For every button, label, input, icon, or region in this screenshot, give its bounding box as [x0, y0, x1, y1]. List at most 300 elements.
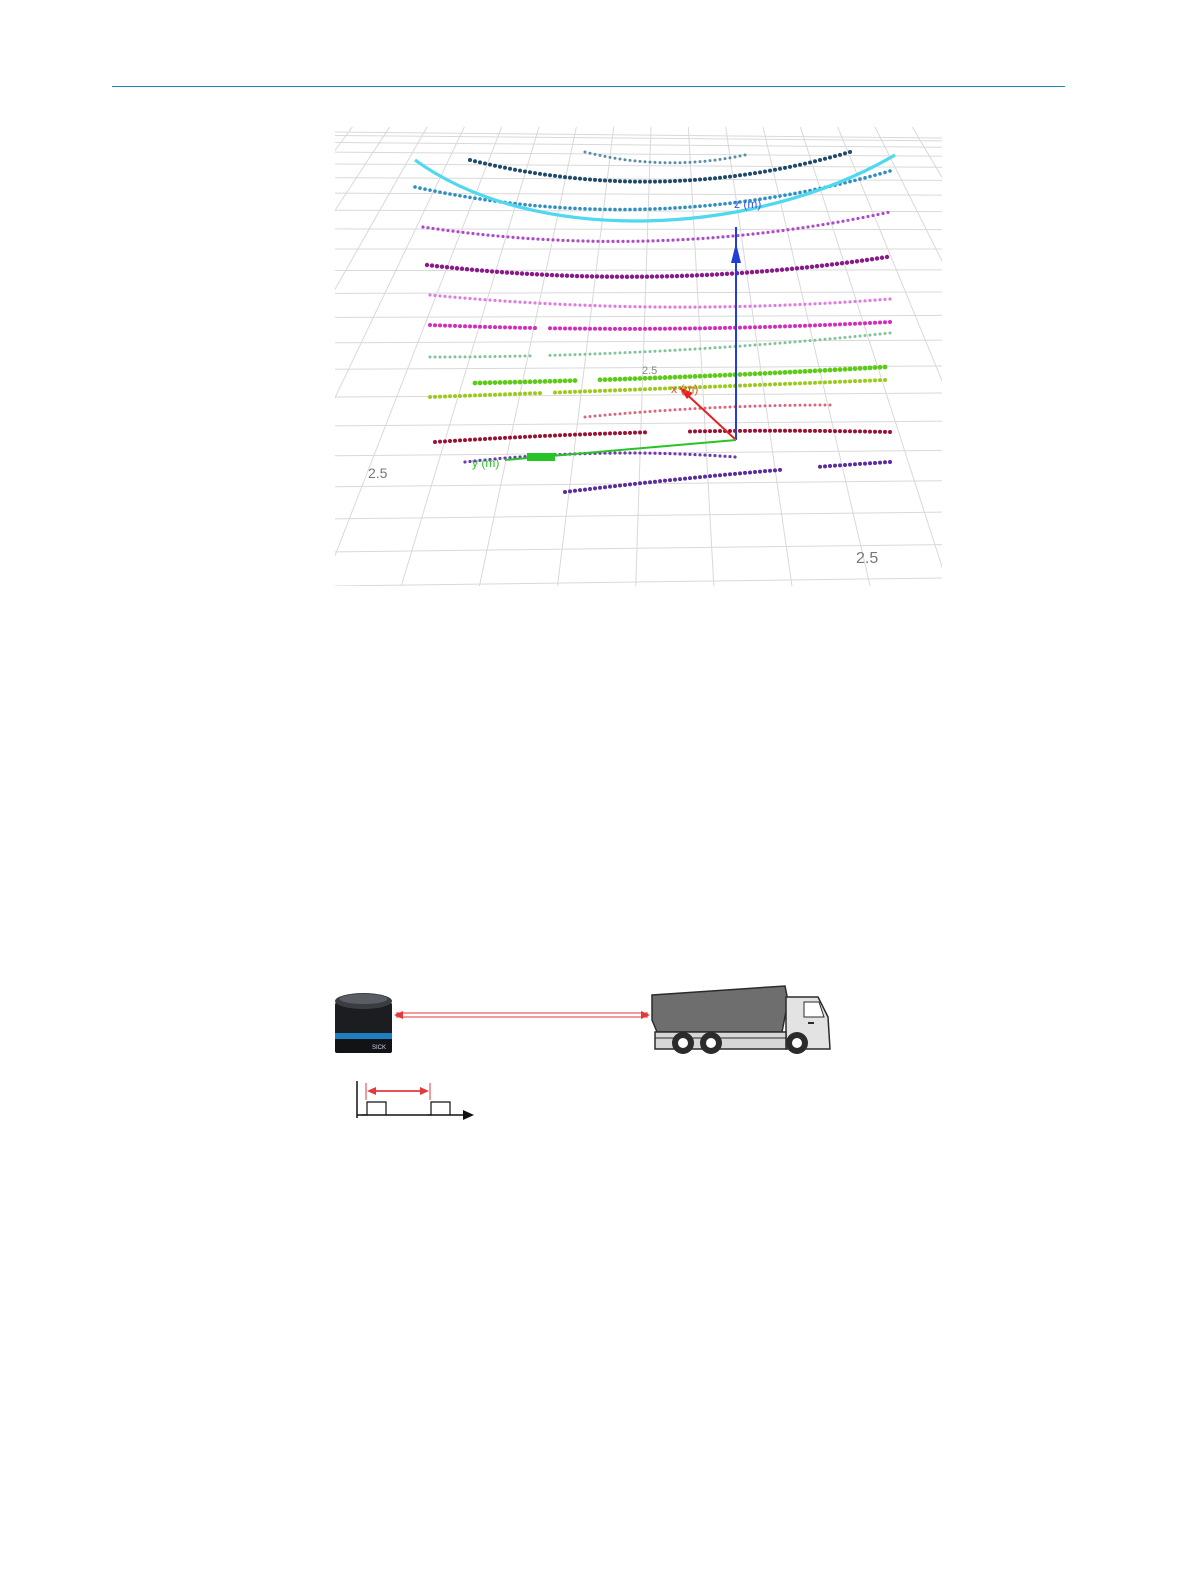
scan-point [434, 355, 437, 358]
scan-point [773, 195, 777, 199]
scan-point [558, 303, 561, 306]
scan-point [455, 266, 459, 270]
scan-point [668, 327, 672, 331]
scan-point [776, 229, 779, 232]
scan-point [786, 228, 789, 231]
scan-point [744, 154, 747, 157]
scan-point [878, 378, 882, 382]
scan-point [774, 404, 777, 407]
scan-point [478, 393, 482, 397]
scan-point [463, 460, 466, 463]
scan-point [810, 265, 814, 269]
scan-point [588, 327, 592, 331]
scan-point [438, 440, 442, 444]
scan-point [648, 452, 651, 455]
scan-point [598, 389, 602, 393]
scan-point [863, 462, 867, 466]
scan-point [638, 305, 641, 308]
scan-point [836, 220, 839, 223]
scan-point [824, 338, 827, 341]
scan-point [806, 225, 809, 228]
scan-point [593, 389, 597, 393]
scan-point [818, 368, 823, 373]
scan-point [663, 207, 667, 211]
scan-point [888, 430, 892, 434]
scan-point [664, 161, 667, 164]
scan-point [550, 273, 554, 277]
scan-point [698, 326, 702, 330]
scan-point [798, 191, 802, 195]
sensor-brand-label: SICK [372, 1045, 387, 1051]
scan-point [669, 409, 672, 412]
scan-point [693, 476, 697, 480]
scan-point [856, 217, 859, 220]
scan-point [889, 332, 892, 335]
scan-point [813, 429, 817, 433]
scan-point [794, 404, 797, 407]
scan-point [698, 305, 701, 308]
scan-point [558, 206, 562, 210]
scan-point [603, 389, 607, 393]
scan-point [748, 372, 753, 377]
scan-point [648, 480, 652, 484]
scan-point [583, 304, 586, 307]
scan-point [875, 256, 879, 260]
scan-point [513, 435, 517, 439]
scan-point [753, 305, 756, 308]
scan-point [693, 205, 697, 209]
scan-point [658, 375, 663, 380]
scan-point [619, 412, 622, 415]
scan-point [868, 365, 873, 370]
scan-point [703, 453, 706, 456]
scan-point [873, 430, 877, 434]
scan-point [573, 303, 576, 306]
scan-point [521, 236, 524, 239]
scan-point [568, 378, 573, 383]
scan-point [453, 296, 456, 299]
scan-point [784, 404, 787, 407]
scan-point [743, 305, 746, 308]
scan-point [618, 431, 622, 435]
scan-point [494, 355, 497, 358]
scan-point [833, 301, 836, 304]
scan-point [728, 455, 731, 458]
scan-point [453, 193, 457, 197]
scan-point [473, 196, 477, 200]
scan-point [533, 301, 536, 304]
scan-point [643, 180, 647, 184]
scan-point [803, 369, 808, 374]
scan-point [878, 461, 882, 465]
scan-point [673, 206, 677, 210]
scan-point [530, 272, 534, 276]
scan-point [593, 327, 597, 331]
scan-point [768, 429, 772, 433]
scan-point [628, 327, 632, 331]
scan-point [778, 194, 782, 198]
scan-point [709, 159, 712, 162]
scan-point [508, 167, 512, 171]
scan-point [563, 433, 567, 437]
scan-point [868, 175, 872, 179]
scan-point [698, 475, 702, 479]
scan-point [421, 225, 424, 228]
scan-point [713, 326, 717, 330]
scan-point [869, 334, 872, 337]
scan-point [466, 231, 469, 234]
scan-point [648, 305, 651, 308]
scan-point [874, 333, 877, 336]
scan-point [618, 327, 622, 331]
scan-point [508, 436, 512, 440]
scan-point [578, 327, 582, 331]
scan-point [778, 429, 782, 433]
scan-point [463, 297, 466, 300]
scan-point [553, 174, 557, 178]
scan-point [528, 203, 532, 207]
scan-point [573, 390, 577, 394]
scan-point [704, 160, 707, 163]
scan-point [860, 258, 864, 262]
scan-point [673, 179, 677, 183]
scan-point [508, 380, 513, 385]
scan-point [683, 305, 686, 308]
scan-point [588, 487, 592, 491]
scan-point [643, 430, 647, 434]
scan-point [563, 490, 567, 494]
scan-point [748, 325, 752, 329]
scan-point [633, 431, 637, 435]
scan-point [513, 380, 518, 385]
scan-point [778, 167, 782, 171]
scan-point [665, 274, 669, 278]
scan-point [623, 179, 627, 183]
y-axis-label: y (m) [472, 456, 500, 470]
scan-point [428, 395, 432, 399]
scan-point [435, 264, 439, 268]
scan-point [883, 460, 887, 464]
scan-point [838, 367, 843, 372]
grid-line [690, 127, 875, 586]
scan-point [574, 353, 577, 356]
z-axis-arrowhead [731, 243, 741, 263]
scan-point [873, 365, 878, 370]
scan-point [688, 205, 692, 209]
scan-point [523, 301, 526, 304]
scan-point [468, 438, 472, 442]
scan-point [853, 366, 858, 371]
scan-point [638, 387, 642, 391]
scan-point [863, 299, 866, 302]
scan-point [604, 414, 607, 417]
scan-point [823, 323, 827, 327]
scan-point [798, 369, 803, 374]
scan-point [488, 163, 492, 167]
scan-point [590, 274, 594, 278]
scan-point [583, 389, 587, 393]
scan-point [609, 156, 612, 159]
grid-line [335, 421, 942, 426]
grid-line [335, 193, 942, 195]
tick-label-left: 2.5 [368, 465, 388, 481]
scan-point [805, 265, 809, 269]
scan-point [603, 304, 606, 307]
scan-point [553, 302, 556, 305]
scan-point [738, 429, 742, 433]
scan-point [848, 180, 852, 184]
scan-point [483, 380, 488, 385]
scan-point [623, 377, 628, 382]
scan-point [583, 327, 587, 331]
scan-point [855, 259, 859, 263]
scan-point [433, 440, 437, 444]
scan-point [594, 352, 597, 355]
scan-point [428, 293, 431, 296]
scan-point [583, 488, 587, 492]
scan-point [713, 203, 717, 207]
scan-line [428, 293, 891, 308]
scan-point [758, 170, 762, 174]
scan-point [718, 429, 722, 433]
scan-point [608, 327, 612, 331]
scan-point [468, 158, 472, 162]
scan-point [718, 203, 722, 207]
scan-point [803, 429, 807, 433]
scan-point [568, 206, 572, 210]
scan-point [868, 461, 872, 465]
scan-point [528, 391, 532, 395]
scan-point [779, 404, 782, 407]
scan-line [429, 332, 892, 359]
scan-point [678, 206, 682, 210]
scan-point [619, 157, 622, 160]
scan-point [568, 390, 572, 394]
scan-point [720, 272, 724, 276]
scan-point [629, 411, 632, 414]
scan-point [498, 380, 503, 385]
scan-point [648, 327, 652, 331]
scan-point [523, 380, 528, 385]
scan-point [478, 197, 482, 201]
scan-point [838, 301, 841, 304]
scan-point [613, 451, 616, 454]
scan-point [639, 411, 642, 414]
scan-point [783, 304, 786, 307]
scan-point [638, 180, 642, 184]
scan-point [568, 489, 572, 493]
scan-point [843, 429, 847, 433]
scan-point [713, 305, 716, 308]
scan-point [838, 380, 842, 384]
scan-point [878, 321, 882, 325]
scan-point [583, 177, 587, 181]
scan-point [760, 269, 764, 273]
grid-line [555, 127, 652, 586]
scan-point [834, 337, 837, 340]
scan-point [623, 327, 627, 331]
scan-point [643, 305, 646, 308]
scan-point [583, 207, 587, 211]
scan-point [730, 271, 734, 275]
scan-point [625, 275, 629, 279]
time-of-flight-arrow-right [420, 1087, 429, 1095]
scan-point [713, 373, 718, 378]
scan-point [613, 179, 617, 183]
grid-line [335, 132, 942, 138]
scan-point [759, 343, 762, 346]
scan-point [598, 178, 602, 182]
scan-point [773, 370, 778, 375]
scan-point [670, 274, 674, 278]
scan-point [528, 379, 533, 384]
scan-point [783, 382, 787, 386]
scan-point [675, 274, 679, 278]
grid-line [719, 127, 942, 586]
scan-point [443, 394, 447, 398]
scan-point [644, 160, 647, 163]
scan-point [551, 238, 554, 241]
scan-point [576, 239, 579, 242]
scan-point [878, 172, 882, 176]
scan-point [863, 366, 868, 371]
scan-point [728, 384, 732, 388]
scan-point [558, 379, 563, 384]
scan-point [723, 175, 727, 179]
scan-point [663, 375, 668, 380]
scan-point [548, 434, 552, 438]
scan-point [663, 452, 666, 455]
scan-point [603, 485, 607, 489]
scan-point [613, 208, 617, 212]
scan-point [454, 355, 457, 358]
scan-point [560, 273, 564, 277]
scan-point [754, 405, 757, 408]
scan-point [853, 300, 856, 303]
scan-point [608, 179, 612, 183]
scan-point [793, 429, 797, 433]
scan-point [563, 175, 567, 179]
scan-point [634, 351, 637, 354]
scan-point [748, 470, 752, 474]
scan-point [751, 232, 754, 235]
scan-point [753, 371, 758, 376]
scan-point [798, 324, 802, 328]
scan-point [708, 204, 712, 208]
scan-point [549, 354, 552, 357]
x-axis-label: x (m) [671, 382, 699, 396]
scan-point [608, 377, 613, 382]
scan-point [565, 273, 569, 277]
scan-point [718, 326, 722, 330]
scan-point [465, 267, 469, 271]
scan-point [636, 240, 639, 243]
scan-point [536, 237, 539, 240]
scan-point [453, 439, 457, 443]
scan-point [555, 273, 559, 277]
scan-point [589, 415, 592, 418]
scan-point [533, 171, 537, 175]
scan-point [449, 355, 452, 358]
scan-point [673, 327, 677, 331]
scan-point [538, 391, 542, 395]
scan-point [498, 436, 502, 440]
scan-point [438, 190, 442, 194]
scan-point [619, 351, 622, 354]
scan-line [584, 404, 832, 419]
scan-point [688, 178, 692, 182]
scan-point [768, 196, 772, 200]
scan-point [553, 379, 558, 384]
scan-point [703, 204, 707, 208]
scan-point [738, 372, 743, 377]
scan-point [721, 235, 724, 238]
scan-point [831, 221, 834, 224]
scan-point [843, 151, 847, 155]
scan-point [655, 274, 659, 278]
scan-point [626, 240, 629, 243]
scan-point [476, 232, 479, 235]
scan-point [444, 355, 447, 358]
scan-point [481, 233, 484, 236]
scan-point [540, 272, 544, 276]
scan-point [648, 387, 652, 391]
scan-point [558, 390, 562, 394]
grid-line [786, 127, 942, 586]
scan-point [634, 159, 637, 162]
scan-point [613, 305, 616, 308]
scan-point [633, 180, 637, 184]
scan-point [683, 453, 686, 456]
scan-point [788, 193, 792, 197]
scan-point [594, 415, 597, 418]
scan-point [603, 327, 607, 331]
scan-point [628, 179, 632, 183]
scan-point [520, 271, 524, 275]
scan-point [603, 377, 608, 382]
scan-point [518, 380, 523, 385]
time-axis-arrowhead [463, 1110, 474, 1120]
scan-point [839, 336, 842, 339]
scan-point [559, 354, 562, 357]
scan-point [548, 205, 552, 209]
scan-point [468, 196, 472, 200]
scan-point [793, 192, 797, 196]
scan-point [593, 207, 597, 211]
scan-point [543, 173, 547, 177]
pulse-timing-diagram [357, 1081, 474, 1120]
scan-point [828, 368, 833, 373]
scan-point [483, 298, 486, 301]
scan-point [503, 325, 507, 329]
scan-point [718, 473, 722, 477]
scan-point [450, 266, 454, 270]
scan-point [744, 405, 747, 408]
scan-point [818, 323, 822, 327]
scan-point [858, 300, 861, 303]
scan-point [798, 381, 802, 385]
scan-point [688, 374, 693, 379]
scan-point [789, 341, 792, 344]
scan-point [513, 326, 517, 330]
scan-point [491, 234, 494, 237]
scan-point [523, 435, 527, 439]
scan-point [413, 185, 417, 189]
scan-point [660, 274, 664, 278]
scan-point [463, 438, 467, 442]
scan-point [473, 325, 477, 329]
scan-point [429, 356, 432, 359]
